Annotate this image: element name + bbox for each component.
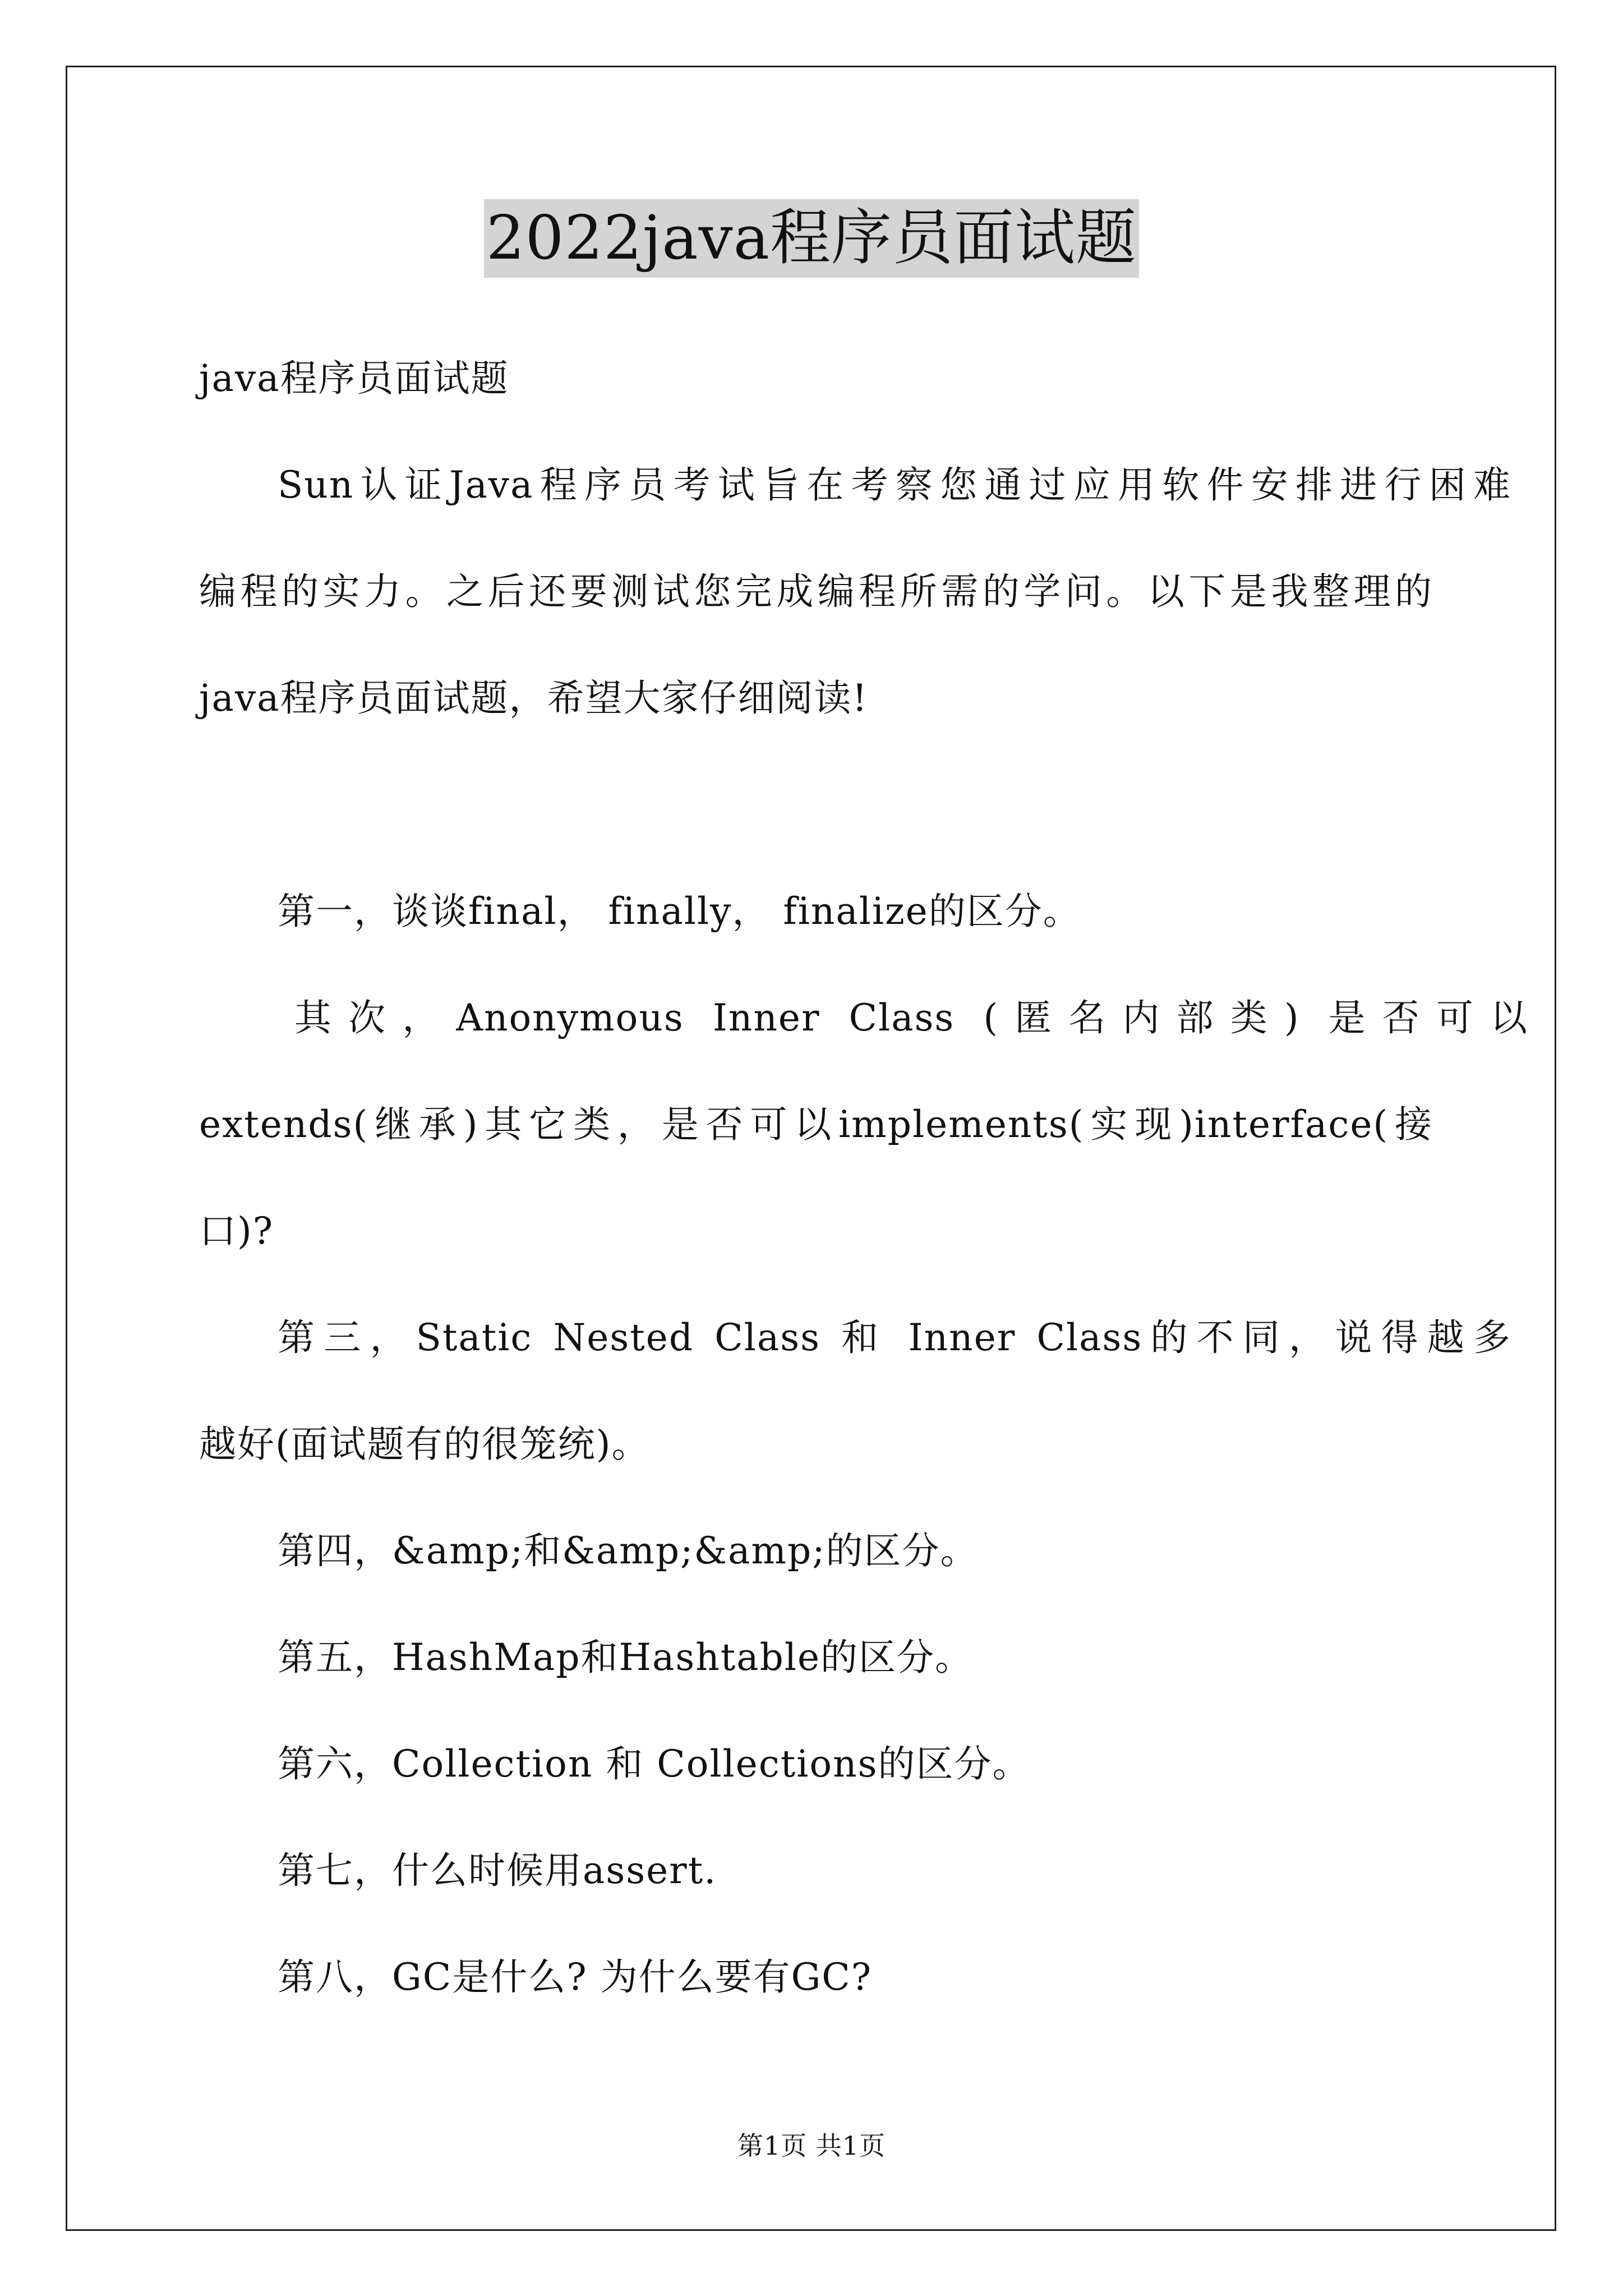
question-3-line-2: 越好(面试题有的很笼统)。: [199, 1423, 650, 1466]
question-2-line-2: extends(继承)其它类，是否可以implements(实现)interface(接: [199, 1103, 1433, 1146]
intro-line-3: java程序员面试题，希望大家仔细阅读!: [199, 677, 868, 720]
subtitle: java程序员面试题: [199, 357, 509, 400]
question-5: 第五，HashMap和Hashtable的区分。: [278, 1636, 974, 1679]
document-title-wrap: [0, 199, 1623, 278]
document-title: 2022java程序员面试题: [484, 199, 1139, 278]
question-2-line-1: 其次，Anonymous Inner Class (匿名内部类) 是否可以: [294, 996, 1528, 1039]
question-8: 第八，GC是什么? 为什么要有GC?: [278, 1955, 873, 1999]
question-3-line-1: 第三，Static Nested Class 和 Inner Class的不同，说得越多: [278, 1316, 1511, 1359]
question-2-line-3: 口)?: [199, 1209, 274, 1253]
question-6: 第六，Collection 和 Collections的区分。: [278, 1742, 1031, 1786]
question-7: 第七，什么时候用assert.: [278, 1849, 717, 1892]
page-footer: 第1页 共1页: [737, 2131, 886, 2161]
question-4: 第四，&amp;和&amp;&amp;的区分。: [278, 1529, 979, 1572]
intro-line-2: 编程的实力。之后还要测试您完成编程所需的学问。以下是我整理的: [199, 570, 1433, 613]
intro-line-1: Sun认证Java程序员考试旨在考察您通过应用软件安排进行困难: [278, 463, 1511, 507]
question-1: 第一，谈谈final， finally， finalize的区分。: [278, 890, 1081, 933]
